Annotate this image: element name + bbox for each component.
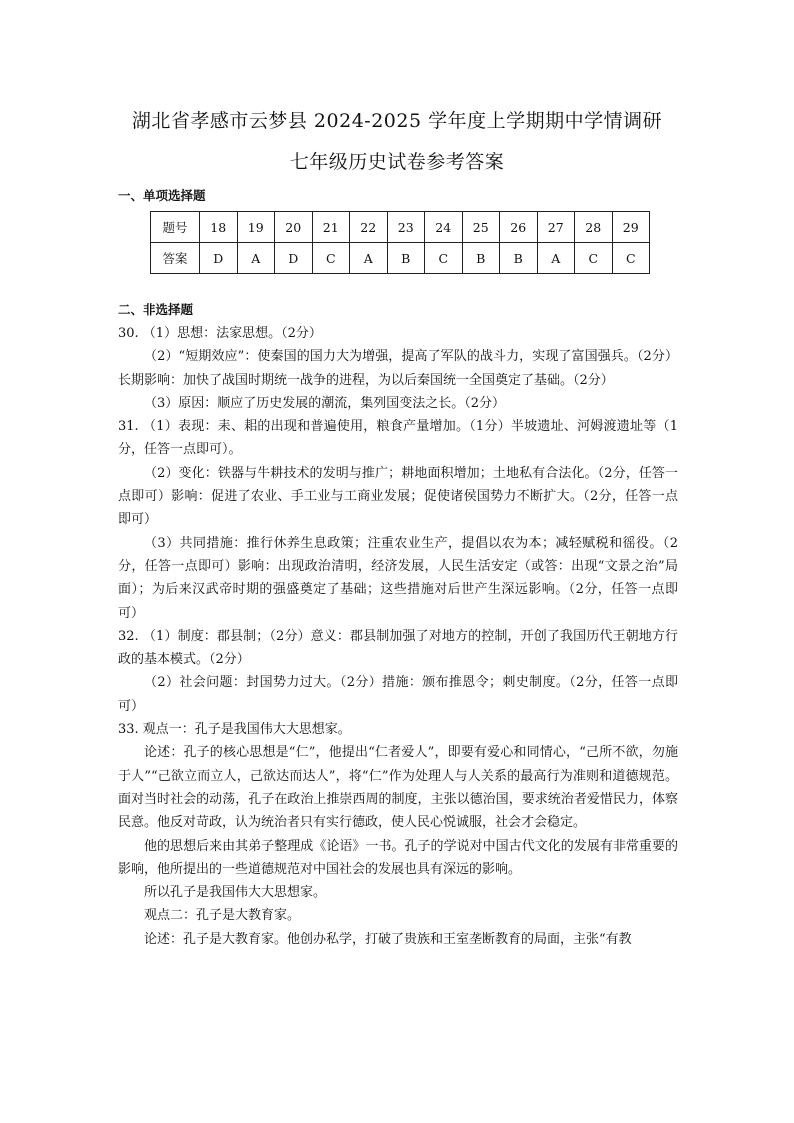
answer-paragraph-q33-view1: 33. 观点一：孔子是我国伟大大思想家。 <box>118 722 351 738</box>
answer-paragraph-q33-legacy: 他的思想后来由其弟子整理成《论语》一书。孔子的学说对中国古代文化的发展有非常重要的影响，他所提出的一些道德规范对中国社会的发展也具有深远的影响。 <box>118 838 678 877</box>
row-label: 题号 <box>151 212 200 243</box>
answer-cell: B <box>462 243 500 274</box>
section-heading-non-choice: 二、非选择题 <box>118 302 194 317</box>
answer-body <box>118 322 678 951</box>
question-number: 26 <box>500 212 538 243</box>
question-number: 27 <box>537 212 575 243</box>
answer-paragraph-q33-view2: 观点二：孔子是大教育家。 <box>144 908 301 924</box>
answer-paragraph-q32-1: 32. （1）制度：郡县制；（2分）意义：郡县制加强了对地方的控制，开创了我国历代王朝地方行政的基本模式。（2分） <box>118 628 678 668</box>
answer-paragraph-q33-argument2: 论述：孔子是大教育家。他创办私学，打破了贵族和王室垄断教育的局面，主张“有教 <box>144 931 632 947</box>
answer-cell: C <box>575 243 613 274</box>
question-number: 18 <box>200 212 238 243</box>
answer-cell: A <box>237 243 275 274</box>
answer-table <box>150 211 650 274</box>
section-heading-multiple-choice: 一、单项选择题 <box>118 188 206 203</box>
question-number: 21 <box>312 212 350 243</box>
answer-cell: A <box>350 243 388 274</box>
answer-paragraph-q31-2: （2）变化：铁器与牛耕技术的发明与推广；耕地面积增加；土地私有合法化。（2分，任答一点即可）影响：促进了农业、手工业与工商业发展；促使诸侯国势力不断扩大。（2分，任答一点即可） <box>118 465 678 528</box>
question-number: 24 <box>425 212 463 243</box>
question-number: 23 <box>387 212 425 243</box>
question-number: 25 <box>462 212 500 243</box>
answer-cell: B <box>387 243 425 274</box>
table-row-numbers <box>151 212 650 243</box>
answer-paragraph-q33-argument1: 论述：孔子的核心思想是“仁”，他提出“仁者爱人”，即要有爱心和同情心，“己所不欲，勿施于人”“己欲立而立人，己欲达而达人”，将“仁”作为处理人与人关系的最高行为准则和道德规范。面对当时社会的动荡，孔子在政治上推崇西周的制度，主张以德治国，要求统治者爱惜民力，体察民意。他反对苛政，认为统治者只有实行德政，使人民心悦诚服，社会才会稳定。 <box>118 745 678 831</box>
document-title: 湖北省孝感市云梦县 2024-2025 学年度上学期期中学情调研 <box>131 110 663 132</box>
question-number: 20 <box>275 212 313 243</box>
answer-paragraph-q31-1: 31. （1）表现：耒、耜的出现和普遍使用，粮食产量增加。（1分）半坡遗址、河姆渡遗址等（1分，任答一点即可）。 <box>118 419 678 458</box>
answer-cell: B <box>500 243 538 274</box>
question-number: 28 <box>575 212 613 243</box>
answer-paragraph-q31-3: （3）共同措施：推行休养生息政策；注重农业生产，提倡以农为本；减轻赋税和徭役。（2分，任答一点即可）影响：出现政治清明，经济发展，人民生活安定（或答：出现“文景之治”局面）；为后来汉武帝时期的强盛奠定了基础；这些措施对后世产生深远影响。（2分，任答一点即可） <box>118 535 678 621</box>
answer-paragraph-q33-conclusion: 所以孔子是我国伟大大思想家。 <box>144 885 327 901</box>
document-subtitle: 七年级历史试卷参考答案 <box>289 151 505 173</box>
answer-paragraph-q30-1: 30. （1）思想：法家思想。（2分） <box>118 326 322 341</box>
answer-paragraph-q30-2: （2）“短期效应”：使秦国的国力大为增强，提高了军队的战斗力，实现了富国强兵。（2分）长期影响：加快了战国时期统一战争的进程，为以后秦国统一全国奠定了基础。（2分） <box>118 349 678 388</box>
answer-cell: D <box>275 243 313 274</box>
answer-paragraph-q30-3: （3）原因：顺应了历史发展的潮流，集列国变法之长。（2分） <box>144 395 506 411</box>
row-label: 答案 <box>151 243 200 274</box>
question-number: 19 <box>237 212 275 243</box>
question-number: 29 <box>612 212 650 243</box>
question-number: 22 <box>350 212 388 243</box>
answer-cell: A <box>537 243 575 274</box>
table-row-answers <box>151 243 650 274</box>
answer-cell: C <box>425 243 463 274</box>
answer-cell: C <box>312 243 350 274</box>
answer-cell: D <box>200 243 238 274</box>
answer-cell: C <box>612 243 650 274</box>
answer-paragraph-q32-2: （2）社会问题：封国势力过大。（2分）措施：颁布推恩令；刺史制度。（2分，任答一点即可） <box>118 675 678 714</box>
